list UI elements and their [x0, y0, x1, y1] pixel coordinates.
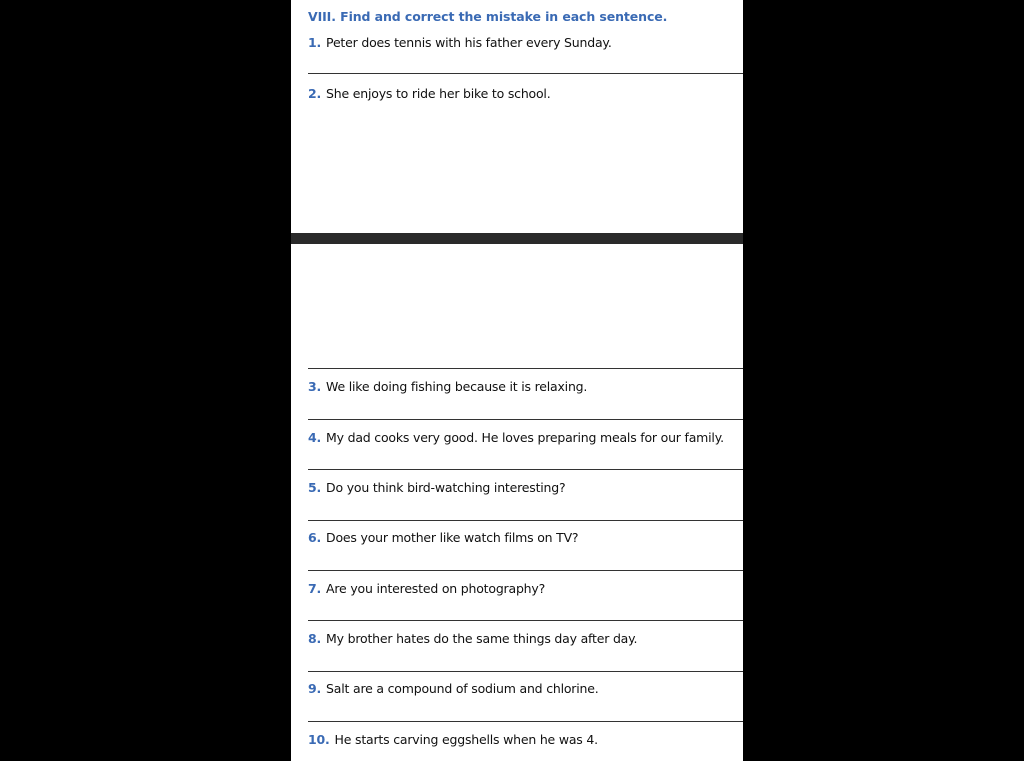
item-text: We like doing fishing because it is relaxing.: [326, 379, 588, 394]
answer-line-5[interactable]: [308, 520, 743, 521]
page-divider: [291, 233, 743, 244]
exercise-item-10: [308, 732, 598, 747]
answer-line-4[interactable]: [308, 469, 743, 470]
page-bottom: [291, 244, 743, 761]
item-number: 5.: [308, 480, 322, 495]
page-top: [291, 0, 743, 233]
answer-line-7[interactable]: [308, 620, 743, 621]
item-number: 4.: [308, 430, 322, 445]
item-number: 10.: [308, 732, 330, 747]
item-text: Peter does tennis with his father every Sunday.: [326, 35, 612, 50]
answer-line-2[interactable]: [308, 368, 743, 369]
exercise-item-3: [308, 379, 587, 394]
answer-line-3[interactable]: [308, 419, 743, 420]
item-number: 2.: [308, 86, 322, 101]
exercise-item-5: [308, 480, 565, 495]
answer-line-9[interactable]: [308, 721, 743, 722]
item-number: 3.: [308, 379, 322, 394]
item-text: My dad cooks very good. He loves preparing meals for our family.: [326, 430, 724, 445]
item-number: 6.: [308, 530, 322, 545]
exercise-item-2: [308, 86, 550, 101]
exercise-item-9: [308, 681, 599, 696]
answer-line-6[interactable]: [308, 570, 743, 571]
exercise-item-4: [308, 430, 724, 445]
item-text: She enjoys to ride her bike to school.: [326, 86, 551, 101]
exercise-item-8: [308, 631, 637, 646]
exercise-item-6: [308, 530, 578, 545]
item-text: Salt are a compound of sodium and chlorine.: [326, 681, 599, 696]
answer-line-8[interactable]: [308, 671, 743, 672]
item-number: 7.: [308, 581, 322, 596]
exercise-item-1: [308, 35, 612, 50]
item-number: 8.: [308, 631, 322, 646]
exercise-heading: VIII. Find and correct the mistake in each sentence.: [308, 9, 668, 24]
item-text: Does your mother like watch films on TV?: [326, 530, 579, 545]
item-text: He starts carving eggshells when he was 4.: [334, 732, 598, 747]
item-number: 1.: [308, 35, 322, 50]
exercise-item-7: [308, 581, 545, 596]
answer-line-1[interactable]: [308, 73, 743, 74]
item-text: Are you interested on photography?: [326, 581, 546, 596]
item-text: Do you think bird-watching interesting?: [326, 480, 566, 495]
item-text: My brother hates do the same things day after day.: [326, 631, 638, 646]
item-number: 9.: [308, 681, 322, 696]
